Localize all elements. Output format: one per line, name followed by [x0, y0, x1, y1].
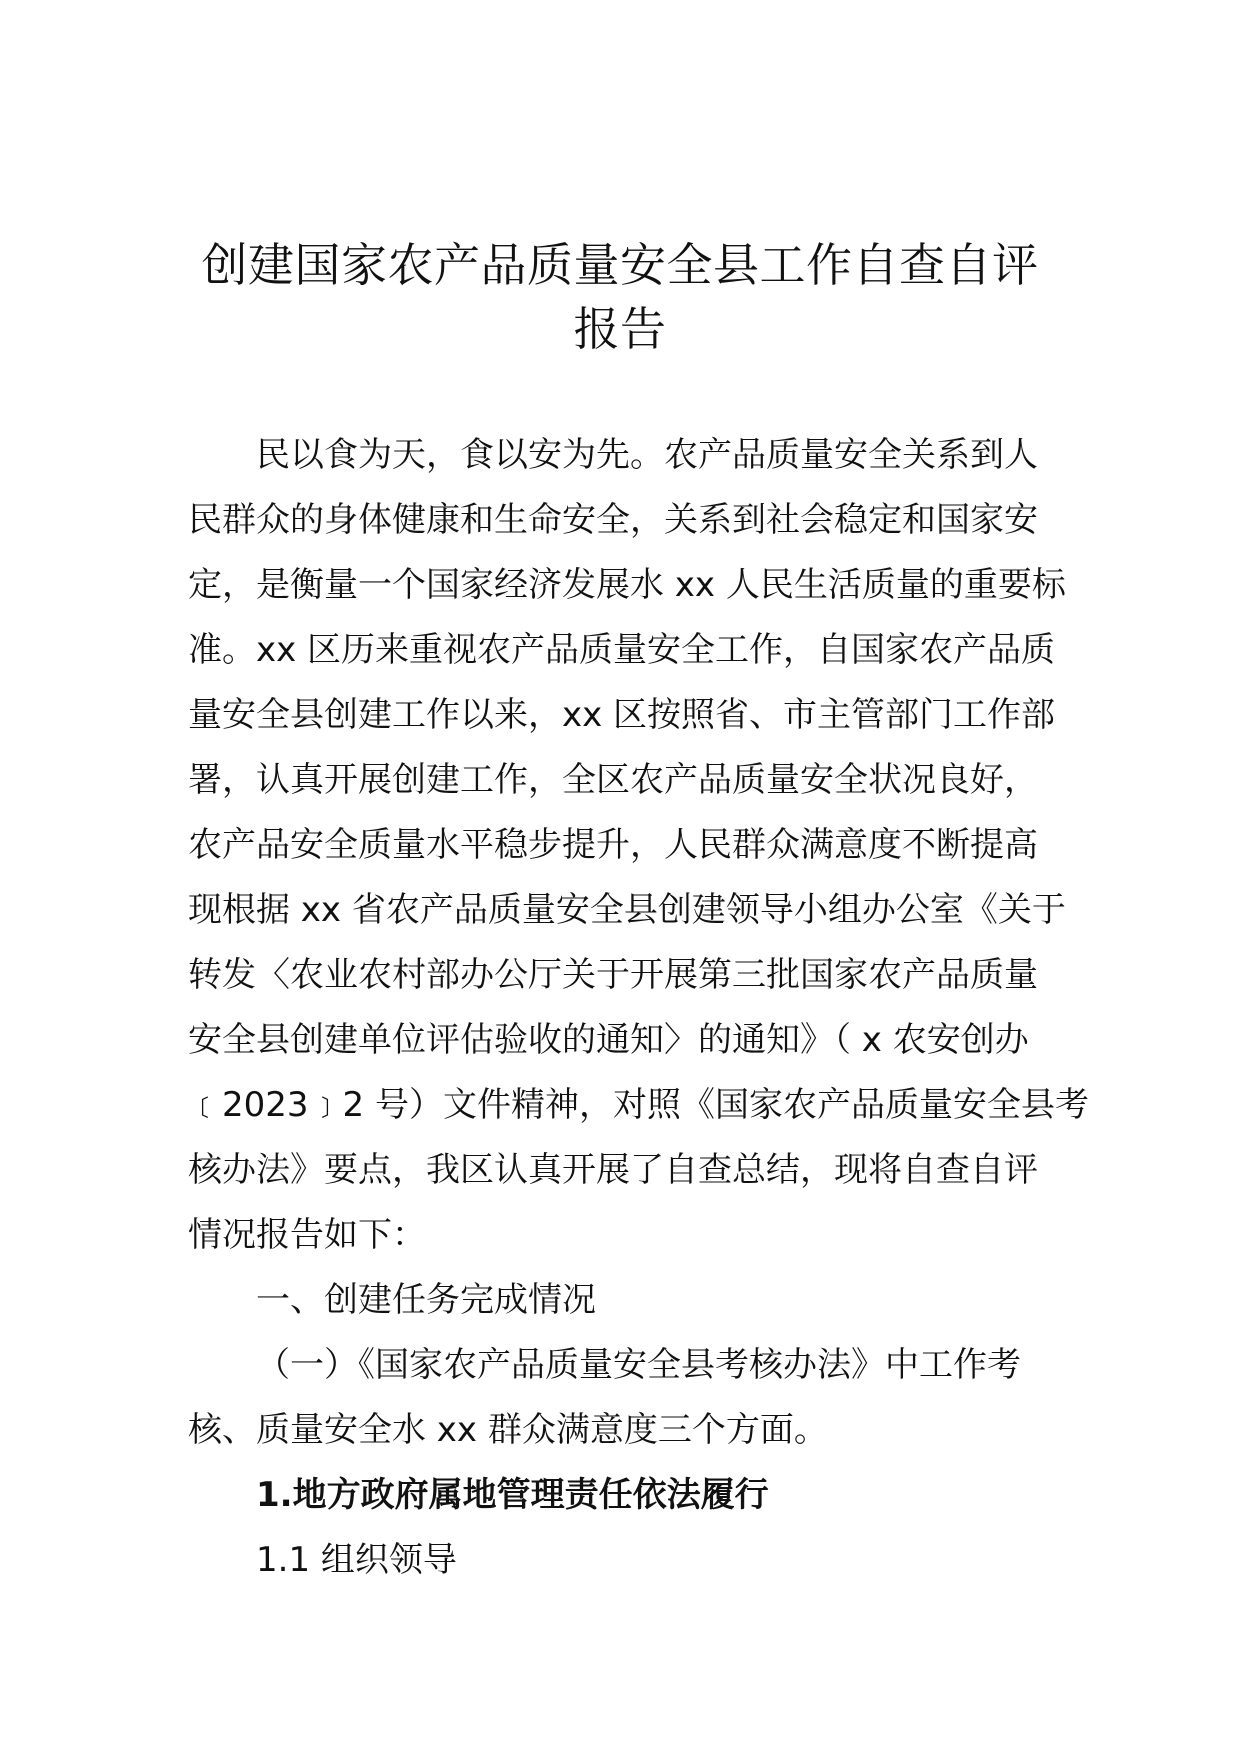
paragraph-line: ﹝2023﹞2 号）文件精神，对照《国家农产品质量安全县考 — [188, 1085, 1089, 1125]
subsection-line: （一）《国家农产品质量安全县考核办法》中工作考 — [256, 1345, 1021, 1385]
subsection-line: 核、质量安全水 xx 群众满意度三个方面。 — [188, 1410, 828, 1450]
paragraph-line: 核办法》要点，我区认真开展了自查总结，现将自查自评 — [188, 1150, 1038, 1190]
paragraph-line: 安全县创建单位评估验收的通知〉的通知》（ x 农安创办 — [188, 1020, 1029, 1060]
paragraph-line: 现根据 xx 省农产品质量安全县创建领导小组办公室《关于 — [188, 890, 1066, 930]
paragraph-line: 定，是衡量一个国家经济发展水 xx 人民生活质量的重要标 — [188, 565, 1066, 605]
sub-item-heading: 1.1 组织领导 — [256, 1540, 457, 1580]
paragraph-line: 情况报告如下： — [188, 1215, 426, 1255]
paragraph-line: 署，认真开展创建工作，全区农产品质量安全状况良好， — [188, 760, 1038, 800]
paragraph-line: 量安全县创建工作以来，xx 区按照省、市主管部门工作部 — [188, 695, 1056, 735]
paragraph-line: 转发〈农业农村部办公厅关于开展第三批国家农产品质量 — [188, 955, 1038, 995]
paragraph-line: 农产品安全质量水平稳步提升，人民群众满意度不断提高 — [188, 825, 1038, 865]
paragraph-line: 准。xx 区历来重视农产品质量安全工作，自国家农产品质 — [188, 630, 1056, 670]
document-title-line-2: 报告 — [573, 302, 667, 356]
item-heading: 1.地方政府属地管理责任依法履行 — [256, 1475, 769, 1515]
paragraph-line: 民以食为天，食以安为先。农产品质量安全关系到人 — [256, 435, 1038, 475]
document-title-line-1: 创建国家农产品质量安全县工作自查自评 — [201, 238, 1039, 292]
paragraph-line: 民群众的身体健康和生命安全，关系到社会稳定和国家安 — [188, 500, 1038, 540]
section-heading: 一、创建任务完成情况 — [256, 1280, 596, 1320]
